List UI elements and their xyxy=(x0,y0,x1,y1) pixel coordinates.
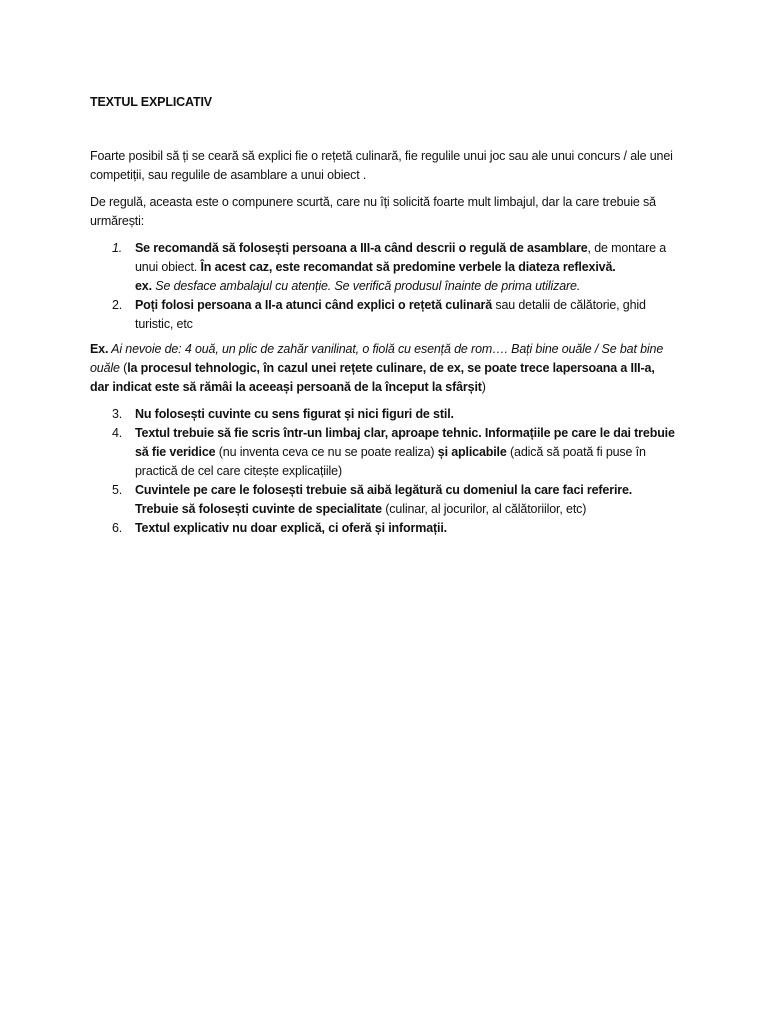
list-item-bold: Se recomandă să folosești persoana a III-a când descrii o regulă de asamblare xyxy=(135,241,588,255)
example-label: ex. xyxy=(135,279,152,293)
list-item xyxy=(90,239,675,296)
example-paragraph-close: ) xyxy=(481,380,486,394)
rule-intro-paragraph: De regulă, aceasta este o compunere scurtă, care nu îți solicită foarte mult limbajul, dar la care trebuie să urmărești: xyxy=(90,195,656,228)
list-item-text: sau detalii de călătorie, ghid turistic, etc xyxy=(135,298,646,331)
example-paragraph-label: Ex. xyxy=(90,342,109,356)
list-item-text: (culinar, al jocurilor, al călătoriilor, etc) xyxy=(381,502,587,516)
document-title: TEXTUL EXPLICATIV xyxy=(90,95,212,109)
document-body xyxy=(90,93,675,542)
list-item-number: 3. xyxy=(112,407,123,421)
list-item-bold-2: În acest caz, este recomandat să predomine verbele la diateza reflexivă. xyxy=(200,260,616,274)
list-item-bold: Cuvintele pe care le folosești trebuie să aibă legătură cu domeniul la care faci referire. Trebuie să folosești cuvinte de specialitate xyxy=(135,483,633,516)
example-paragraph-open: ( xyxy=(119,361,128,375)
example-line xyxy=(135,277,675,296)
list-item-bold: Textul explicativ nu doar explică, ci oferă și informații. xyxy=(135,521,447,535)
list-item xyxy=(90,424,675,481)
list-item xyxy=(90,481,675,519)
example-paragraph-italic: Ai nevoie de: 4 ouă, un plic de zahăr vanilinat, o fiolă cu esență de rom…. Bați bine ouăle / Se bat bine ouăle xyxy=(90,342,664,375)
example-paragraph xyxy=(90,340,675,397)
list-item xyxy=(90,519,675,538)
list-item-number: 5. xyxy=(112,483,123,497)
list-item-bold: Textul trebuie să fie scris într-un limbaj clar, aproape tehnic. Informațiile pe care le dai trebuie să fie veridice xyxy=(135,426,675,459)
list-item xyxy=(90,405,675,424)
list-item-text: , de montare a unui obiect. xyxy=(135,241,667,274)
rules-list-2 xyxy=(90,405,675,538)
list-item-text: (nu inventa ceva ce nu se poate realiza) xyxy=(215,445,438,459)
list-item-number: 6. xyxy=(112,521,123,535)
list-item-bold: Nu folosești cuvinte cu sens figurat și nici figuri de stil. xyxy=(135,407,454,421)
list-item-number: 1. xyxy=(112,241,123,255)
list-item-bold: Poți folosi persoana a II-a atunci când explici o rețetă culinară xyxy=(135,298,493,312)
list-item-number: 2. xyxy=(112,298,123,312)
example-text: Se desface ambalajul cu atenție. Se verifică produsul înainte de prima utilizare. xyxy=(151,279,581,293)
list-item-text-2: (adică să poată fi puse în practică de cel care citește explicațiile) xyxy=(135,445,646,478)
intro-paragraph: Foarte posibil să ți se ceară să explici fie o rețetă culinară, fie regulile unui joc sau ale unui concurs / ale unei competiții, sau regulile de asamblare a unui obiect . xyxy=(90,149,673,182)
list-item-bold-2: și aplicabile xyxy=(437,445,507,459)
list-item-number: 4. xyxy=(112,426,123,440)
list-item xyxy=(90,296,675,334)
rules-list-1 xyxy=(90,239,675,334)
example-paragraph-bold: la procesul tehnologic, în cazul unei rețete culinare, de ex, se poate trece lapersoana a III-a, dar indicat este să rămâi la aceeași persoană de la început la sfârșit xyxy=(90,361,655,394)
